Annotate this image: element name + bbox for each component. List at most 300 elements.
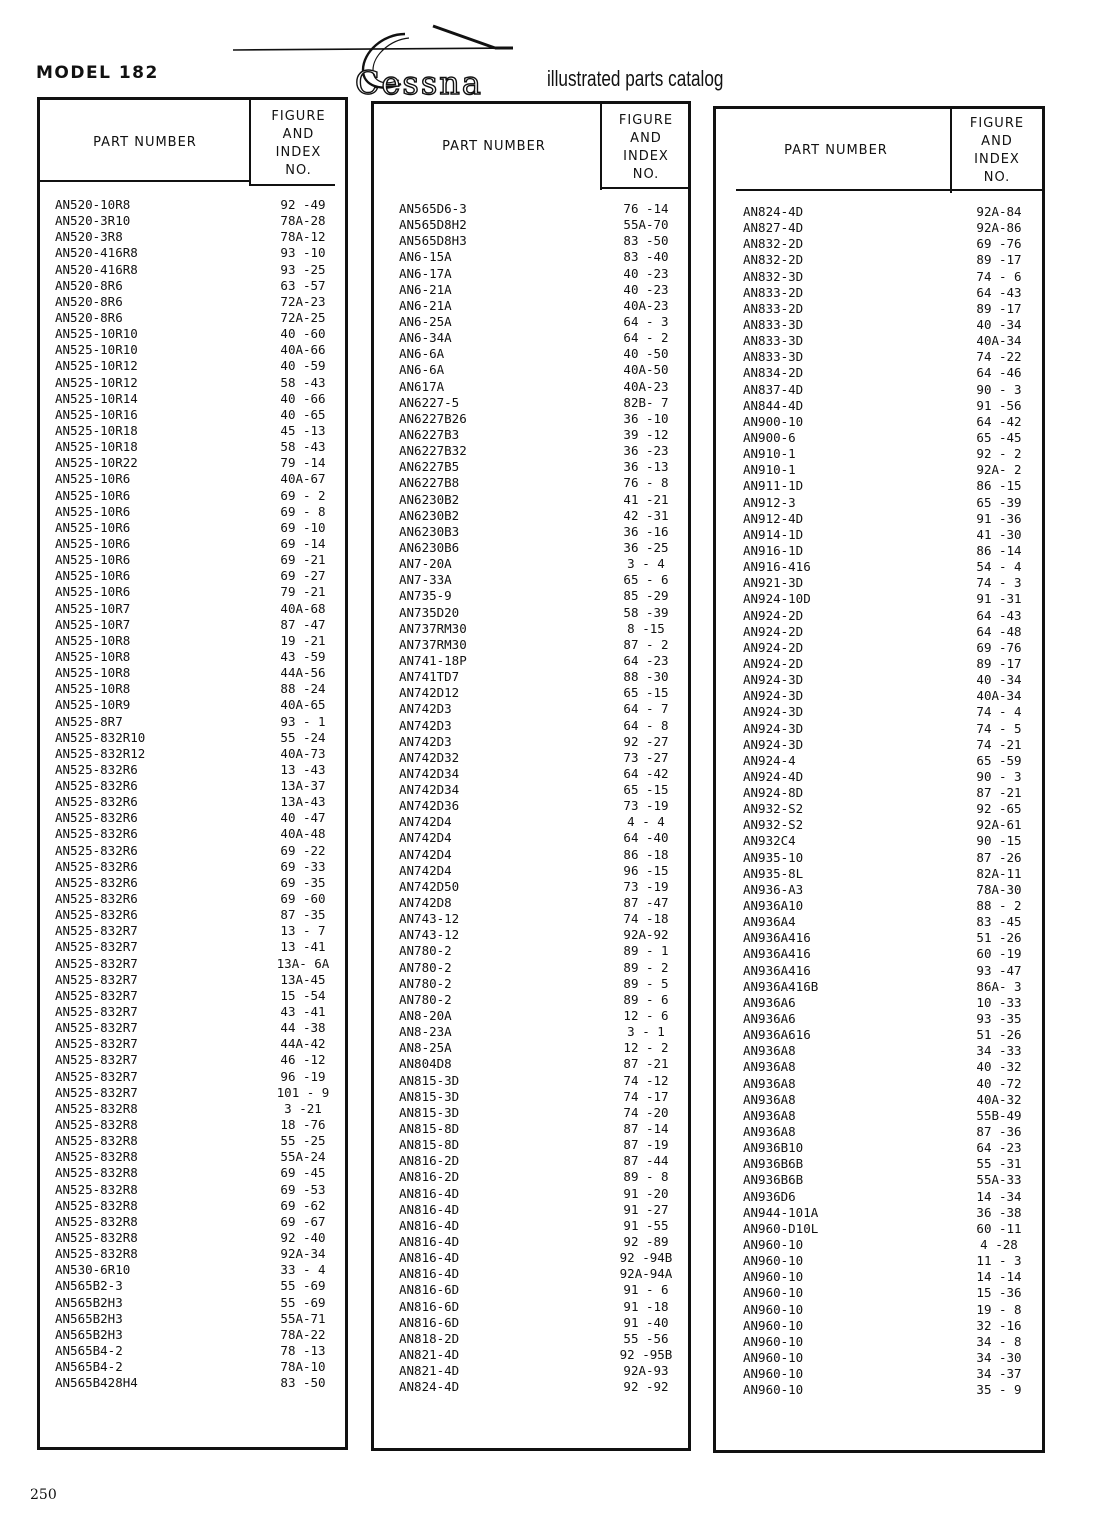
part-number: AN520-3R8 xyxy=(55,229,123,245)
figure-index: 96 -19 xyxy=(280,1068,326,1084)
table-row xyxy=(716,1221,1042,1237)
table-row xyxy=(374,475,688,491)
part-number: AN735D20 xyxy=(399,604,460,620)
table-row xyxy=(374,459,688,475)
part-number: AN525-832R8 xyxy=(55,1230,138,1245)
table-row xyxy=(716,656,1042,672)
figure-index: 40A-34 xyxy=(976,688,1022,704)
figure-header-line: FIGURE xyxy=(969,116,1025,131)
part-number: AN936A4 xyxy=(743,914,796,930)
table-row xyxy=(374,814,688,830)
table-row xyxy=(40,262,345,278)
table-row xyxy=(374,362,688,378)
part-number: AN520-8R6 xyxy=(55,277,123,293)
table-row xyxy=(40,1246,345,1262)
figure-index: 55A-33 xyxy=(976,1172,1022,1188)
figure-index: 64 - 3 xyxy=(623,313,669,329)
figure-index: 85 -29 xyxy=(623,588,669,604)
part-number: AN924-4 xyxy=(743,752,796,768)
part-number: AN6230B2 xyxy=(399,491,460,507)
figure-index: 39 -12 xyxy=(623,426,669,442)
part-number: AN960-10 xyxy=(743,1237,804,1252)
table-row xyxy=(716,930,1042,946)
part-number: AN617A xyxy=(399,378,445,394)
table-row xyxy=(374,685,688,701)
table-row xyxy=(40,907,345,923)
part-number: AN824-4D xyxy=(743,204,804,219)
table-row xyxy=(40,1149,345,1165)
figure-index: 64 -43 xyxy=(976,607,1022,623)
part-number: AN6227B32 xyxy=(399,443,467,459)
figure-index: 92A-61 xyxy=(976,817,1022,833)
part-number: AN818-2D xyxy=(399,1330,460,1346)
table-row xyxy=(374,830,688,846)
table-row xyxy=(374,766,688,782)
table-row xyxy=(40,1052,345,1068)
table-row xyxy=(374,1282,688,1298)
figure-index: 40 -32 xyxy=(976,1059,1022,1075)
table-row xyxy=(716,1124,1042,1140)
table-row xyxy=(716,301,1042,317)
table-row xyxy=(40,1020,345,1036)
table-row xyxy=(716,1172,1042,1188)
figure-index: 64 -40 xyxy=(623,830,669,846)
part-number: AN525-832R7 xyxy=(55,1036,138,1052)
figure-index: 93 -10 xyxy=(280,245,326,261)
table-row xyxy=(716,382,1042,398)
figure-index: 64 -48 xyxy=(976,623,1022,639)
table-row xyxy=(716,511,1042,527)
figure-index: 36 -16 xyxy=(623,523,669,539)
part-number: AN525-832R8 xyxy=(55,1149,138,1165)
figure-index: 15 -36 xyxy=(976,1285,1022,1301)
parts-rows xyxy=(716,204,1042,1398)
table-row xyxy=(716,1043,1042,1059)
figure-header-line: INDEX xyxy=(974,152,1020,167)
part-number: AN565B428H4 xyxy=(55,1375,138,1391)
figure-index: 13A-37 xyxy=(280,778,326,794)
figure-index: 86 -18 xyxy=(623,846,669,862)
part-number: AN960-D10L xyxy=(743,1220,819,1236)
part-number: AN960-10 xyxy=(743,1301,804,1317)
figure-index: 13 -43 xyxy=(280,761,326,777)
part-number: AN936A10 xyxy=(743,898,804,914)
part-number: AN900-10 xyxy=(743,413,804,429)
table-row xyxy=(40,439,345,455)
figure-index: 40A-32 xyxy=(976,1091,1022,1107)
part-number: AN525-10R22 xyxy=(55,455,138,471)
figure-index: 43 -59 xyxy=(280,648,326,664)
part-number: AN525-832R7 xyxy=(55,1020,138,1036)
figure-header-line: INDEX xyxy=(275,145,322,160)
table-row xyxy=(40,923,345,939)
figure-index: 74 - 5 xyxy=(976,720,1022,736)
table-row xyxy=(40,875,345,891)
figure-index: 69 -45 xyxy=(280,1165,326,1181)
table-row xyxy=(374,798,688,814)
figure-index: 60 -11 xyxy=(976,1220,1022,1236)
figure-index: 93 - 1 xyxy=(280,713,326,729)
figure-index: 83 -50 xyxy=(280,1375,326,1391)
part-number: AN6230B3 xyxy=(399,523,460,539)
figure-index: 13 - 7 xyxy=(280,923,326,939)
part-number: AN816-4D xyxy=(399,1250,460,1266)
table-row xyxy=(40,891,345,907)
figure-index: 65 -45 xyxy=(976,429,1022,445)
part-number: AN816-4D xyxy=(399,1201,460,1217)
table-row xyxy=(716,1092,1042,1108)
part-number: AN924-2D xyxy=(743,655,804,671)
figure-index: 89 - 1 xyxy=(623,943,669,959)
figure-index: 87 -21 xyxy=(623,1056,669,1072)
table-row xyxy=(716,398,1042,414)
part-number: AN565B2-3 xyxy=(55,1278,123,1294)
part-number: AN821-4D xyxy=(399,1363,460,1379)
table-row xyxy=(716,963,1042,979)
table-row xyxy=(716,979,1042,995)
figure-index: 74 -17 xyxy=(623,1088,669,1104)
table-row xyxy=(40,1133,345,1149)
figure-index: 87 -26 xyxy=(976,849,1022,865)
figure-index: 101 - 9 xyxy=(276,1084,330,1100)
part-number: AN6-25A xyxy=(399,313,452,329)
part-number: AN742D3 xyxy=(399,733,452,749)
figure-index: 55A-70 xyxy=(623,217,669,233)
table-row xyxy=(40,552,345,568)
table-row xyxy=(374,1056,688,1072)
part-number: AN6-6A xyxy=(399,346,445,362)
part-number: AN827-4D xyxy=(743,220,804,236)
figure-index: 92 -89 xyxy=(623,1234,669,1249)
part-number: AN900-6 xyxy=(743,429,796,445)
table-row xyxy=(40,471,345,487)
table-row xyxy=(40,649,345,665)
table-row xyxy=(374,443,688,459)
table-row xyxy=(374,1202,688,1218)
figure-index: 83 -50 xyxy=(623,233,669,249)
part-number: AN525-832R7 xyxy=(55,1004,138,1020)
table-row xyxy=(374,1250,688,1266)
table-row xyxy=(40,794,345,810)
table-row xyxy=(374,1379,688,1395)
table-row xyxy=(716,430,1042,446)
table-row xyxy=(40,633,345,649)
figure-index: 91 -56 xyxy=(976,397,1022,413)
part-number: AN6227-5 xyxy=(399,394,460,410)
table-row xyxy=(40,859,345,875)
table-row xyxy=(40,956,345,972)
part-number: AN565D8H2 xyxy=(399,217,467,233)
figure-index: 40 -47 xyxy=(280,810,326,826)
figure-header-line: NO. xyxy=(632,167,660,182)
table-row xyxy=(374,879,688,895)
figure-index: 34 -30 xyxy=(976,1349,1022,1365)
figure-index: 44A-56 xyxy=(280,665,326,681)
figure-index: 78 -13 xyxy=(280,1342,326,1358)
part-number: AN844-4D xyxy=(743,397,804,413)
figure-index: 92A-93 xyxy=(623,1363,669,1379)
part-number: AN525-832R6 xyxy=(55,778,138,794)
table-row xyxy=(374,540,688,556)
figure-index: 69 -21 xyxy=(280,552,326,568)
table-row xyxy=(40,1327,345,1343)
part-number: AN910-1 xyxy=(743,462,796,478)
table-row xyxy=(40,988,345,1004)
table-row xyxy=(40,972,345,988)
part-number: AN936A416 xyxy=(743,946,811,962)
table-row xyxy=(374,411,688,427)
figure-index: 91 -27 xyxy=(623,1201,669,1217)
table-row xyxy=(40,1085,345,1101)
figure-index: 87 -47 xyxy=(623,895,669,911)
figure-index: 74 -12 xyxy=(623,1072,669,1088)
part-number: AN8-23A xyxy=(399,1024,452,1040)
figure-index: 13A-45 xyxy=(280,971,326,987)
table-row xyxy=(374,734,688,750)
figure-index: 74 -21 xyxy=(976,736,1022,752)
figure-index: 55A-71 xyxy=(280,1310,326,1326)
part-number: AN936A8 xyxy=(743,1075,796,1091)
part-number: AN960-10 xyxy=(743,1269,804,1285)
part-number: AN525-832R8 xyxy=(55,1133,138,1149)
table-row xyxy=(374,524,688,540)
part-number: AN932-S2 xyxy=(743,801,804,817)
table-row xyxy=(716,365,1042,381)
table-row xyxy=(40,681,345,697)
part-number: AN924-3D xyxy=(743,720,804,736)
table-row xyxy=(374,1331,688,1347)
figure-index: 33 - 4 xyxy=(280,1262,326,1278)
figure-index: 79 -21 xyxy=(280,584,326,600)
part-number: AN8-20A xyxy=(399,1008,452,1024)
part-number: AN525-10R8 xyxy=(55,681,131,697)
part-number: AN816-2D xyxy=(399,1169,460,1185)
figure-index: 90 -15 xyxy=(976,833,1022,849)
figure-index: 40A-73 xyxy=(280,745,326,761)
table-row xyxy=(374,701,688,717)
figure-index: 44A-42 xyxy=(280,1036,326,1052)
part-number: AN832-2D xyxy=(743,252,804,268)
table-row xyxy=(374,1266,688,1282)
figure-index: 55 -31 xyxy=(976,1156,1022,1172)
table-row xyxy=(40,310,345,326)
part-number: AN742D8 xyxy=(399,895,452,911)
figure-index: 83 -45 xyxy=(976,914,1022,930)
table-row xyxy=(40,391,345,407)
table-row xyxy=(40,197,345,213)
figure-header-line: AND xyxy=(981,134,1013,149)
part-number: AN960-10 xyxy=(743,1285,804,1301)
table-row xyxy=(716,317,1042,333)
part-number: AN525-10R9 xyxy=(55,697,131,713)
figure-header-line: AND xyxy=(630,131,662,146)
table-row xyxy=(374,1153,688,1169)
figure-index: 12 - 2 xyxy=(623,1040,669,1056)
part-number: AN742D3 xyxy=(399,717,452,733)
figure-index: 64 -46 xyxy=(976,365,1022,381)
figure-index: 87 -35 xyxy=(280,907,326,923)
part-number: AN936A416 xyxy=(743,930,811,946)
table-row xyxy=(716,753,1042,769)
part-number: AN525-832R7 xyxy=(55,971,138,987)
figure-index: 36 -23 xyxy=(623,443,669,459)
part-number: AN833-2D xyxy=(743,300,804,316)
part-number: AN936A416B xyxy=(743,978,819,994)
part-number: AN525-10R6 xyxy=(55,552,131,568)
figure-index: 96 -15 xyxy=(623,862,669,878)
table-row xyxy=(716,269,1042,285)
part-number: AN520-416R8 xyxy=(55,261,138,277)
brand-name: Cessna xyxy=(355,64,483,102)
figure-index: 34 - 8 xyxy=(976,1333,1022,1349)
table-row xyxy=(40,1182,345,1198)
part-number: AN924-2D xyxy=(743,623,804,639)
part-number: AN741TD7 xyxy=(399,669,460,685)
figure-index: 13A- 6A xyxy=(276,955,330,971)
figure-index: 69 -35 xyxy=(280,874,326,890)
part-number: AN821-4D xyxy=(399,1346,460,1362)
part-number-header: PART NUMBER xyxy=(93,135,197,150)
part-number: AN525-832R7 xyxy=(55,923,138,939)
header-rule xyxy=(40,180,249,182)
table-row xyxy=(374,605,688,621)
figure-index: 51 -26 xyxy=(976,930,1022,946)
figure-index: 40 -65 xyxy=(280,406,326,422)
table-row xyxy=(374,298,688,314)
figure-header-line: AND xyxy=(282,127,315,142)
part-number: AN737RM30 xyxy=(399,620,467,636)
figure-index: 69 -60 xyxy=(280,891,326,907)
part-number: AN932-S2 xyxy=(743,817,804,833)
table-row xyxy=(374,282,688,298)
figure-index: 72A-25 xyxy=(280,309,326,325)
figure-index: 87 -21 xyxy=(976,785,1022,801)
table-row xyxy=(374,1105,688,1121)
part-number: AN525-832R7 xyxy=(55,1084,138,1100)
figure-index: 55 -25 xyxy=(280,1133,326,1149)
figure-index: 60 -19 xyxy=(976,946,1022,962)
table-row xyxy=(374,637,688,653)
figure-index: 88 -30 xyxy=(623,669,669,685)
table-row xyxy=(374,572,688,588)
figure-index: 92 -92 xyxy=(623,1379,669,1395)
table-row xyxy=(716,1253,1042,1269)
table-row xyxy=(716,1269,1042,1285)
table-row xyxy=(40,746,345,762)
part-number: AN833-2D xyxy=(743,284,804,300)
figure-index: 11 - 3 xyxy=(976,1253,1022,1269)
figure-index: 91 -31 xyxy=(976,591,1022,607)
table-row xyxy=(716,640,1042,656)
table-row xyxy=(374,1315,688,1331)
parts-rows xyxy=(40,197,345,1391)
table-row xyxy=(716,1366,1042,1382)
figure-index: 19 - 8 xyxy=(976,1301,1022,1317)
figure-index: 69 -62 xyxy=(280,1197,326,1213)
part-number: AN924-8D xyxy=(743,785,804,801)
figure-index: 92 -40 xyxy=(280,1230,326,1245)
figure-index: 19 -21 xyxy=(280,632,326,648)
table-row xyxy=(716,478,1042,494)
part-number: AN565B2H3 xyxy=(55,1310,123,1326)
table-row xyxy=(716,850,1042,866)
table-row xyxy=(40,245,345,261)
table-row xyxy=(716,1205,1042,1221)
part-number: AN832-2D xyxy=(743,236,804,252)
part-number: AN924-2D xyxy=(743,607,804,623)
figure-index: 91 -18 xyxy=(623,1298,669,1314)
figure-header-line: NO. xyxy=(983,170,1011,185)
figure-index: 40 -60 xyxy=(280,326,326,342)
table-row xyxy=(716,1011,1042,1027)
table-row xyxy=(374,1218,688,1234)
part-number: AN525-10R8 xyxy=(55,648,131,664)
figure-header-line: FIGURE xyxy=(618,113,674,128)
part-number: AN525-832R6 xyxy=(55,907,138,923)
table-row xyxy=(374,588,688,604)
part-number: AN960-10 xyxy=(743,1253,804,1269)
figure-index: 58 -43 xyxy=(280,374,326,390)
part-number: AN924-4D xyxy=(743,768,804,784)
table-row xyxy=(374,379,688,395)
table-row xyxy=(40,326,345,342)
figure-index: 74 - 6 xyxy=(976,268,1022,284)
part-number: AN525-832R6 xyxy=(55,810,138,826)
table-row xyxy=(40,1101,345,1117)
part-number-header: PART NUMBER xyxy=(784,143,888,158)
part-number: AN525-832R8 xyxy=(55,1117,138,1133)
figure-index: 69 -22 xyxy=(280,842,326,858)
table-row xyxy=(40,1311,345,1327)
part-number: AN6-34A xyxy=(399,330,452,346)
figure-index: 86 -15 xyxy=(976,478,1022,494)
figure-index: 15 -54 xyxy=(280,987,326,1003)
figure-index: 91 -40 xyxy=(623,1314,669,1330)
figure-index: 78A-30 xyxy=(976,881,1022,897)
figure-index: 69 - 8 xyxy=(280,503,326,519)
table-row xyxy=(716,624,1042,640)
table-row xyxy=(716,833,1042,849)
part-number: AN742D34 xyxy=(399,765,460,781)
figure-index: 69 -33 xyxy=(280,858,326,874)
table-row xyxy=(40,810,345,826)
figure-index: 92 - 2 xyxy=(976,446,1022,462)
part-number: AN936A6 xyxy=(743,1011,796,1027)
table-row xyxy=(716,285,1042,301)
figure-index: 40 -34 xyxy=(976,316,1022,332)
table-row xyxy=(374,556,688,572)
figure-index: 3 - 4 xyxy=(627,556,665,572)
part-number: AN742D3 xyxy=(399,701,452,717)
figure-index: 58 -39 xyxy=(623,604,669,620)
table-row xyxy=(716,769,1042,785)
table-row xyxy=(716,204,1042,220)
part-number: AN525-10R6 xyxy=(55,584,131,600)
figure-index: 93 -25 xyxy=(280,261,326,277)
table-row xyxy=(40,455,345,471)
part-number: AN525-10R6 xyxy=(55,535,131,551)
table-row xyxy=(716,1189,1042,1205)
part-number: AN936-A3 xyxy=(743,881,804,897)
table-row xyxy=(374,1008,688,1024)
figure-index: 92A-34 xyxy=(280,1246,326,1262)
table-row xyxy=(374,669,688,685)
figure-index: 74 -22 xyxy=(976,349,1022,365)
figure-index: 64 -43 xyxy=(976,284,1022,300)
part-number: AN833-3D xyxy=(743,316,804,332)
figure-index: 87 -19 xyxy=(623,1137,669,1153)
part-number: AN816-4D xyxy=(399,1266,460,1282)
